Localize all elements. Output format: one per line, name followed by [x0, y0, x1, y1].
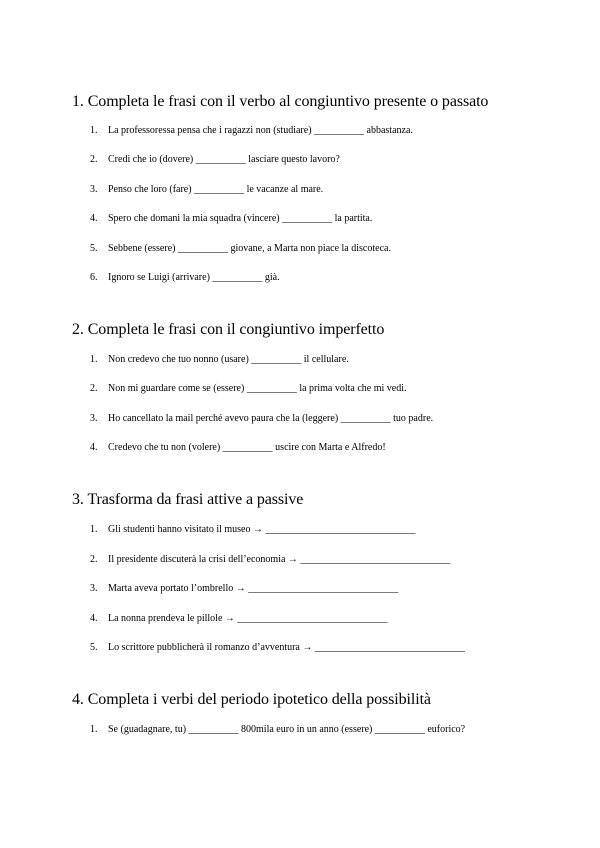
list-item: 2. Il presidente discuterà la crisi dell’economia → ______________________________ [90, 554, 451, 565]
list-item: 1. La professoressa pensa che i ragazzi non (studiare) __________ abbastanza. [90, 125, 413, 136]
list-item: 5. Sebbene (essere) __________ giovane, a Marta non piace la discoteca. [90, 243, 391, 254]
list-item: 4. Spero che domani la mia squadra (vincere) __________ la partita. [90, 213, 373, 224]
list-item: 2. Credi che io (dovere) __________ lasciare questo lavoro? [90, 154, 340, 165]
section-3-heading: 3. Trasforma da frasi attive a passive [72, 491, 304, 508]
section-4-heading: 4. Completa i verbi del periodo ipotetico della possibilità [72, 691, 431, 708]
list-item: 1. Non credevo che tuo nonno (usare) __________ il cellulare. [90, 354, 349, 365]
list-item: 4. Credevo che tu non (volere) __________ uscire con Marta e Alfredo! [90, 442, 386, 453]
section-1-heading: 1. Completa le frasi con il verbo al congiuntivo presente o passato [72, 93, 489, 110]
list-item: 3. Marta aveva portato l’ombrello → ______________________________ [90, 583, 399, 594]
list-item: 6. Ignoro se Luigi (arrivare) __________ già. [90, 272, 280, 283]
list-item: 4. La nonna prendeva le pillole → ______________________________ [90, 613, 388, 624]
list-item: 3. Penso che loro (fare) __________ le vacanze al mare. [90, 184, 324, 195]
list-item: 5. Lo scrittore pubblicherà il romanzo d’avventura → ______________________________ [90, 642, 465, 653]
list-item: 1. Gli studenti hanno visitato il museo → ______________________________ [90, 524, 416, 535]
section-2-heading: 2. Completa le frasi con il congiuntivo imperfetto [72, 321, 385, 338]
list-item: 3. Ho cancellato la mail perché avevo paura che la (leggere) __________ tuo padre. [90, 413, 434, 424]
list-item: 1. Se (guadagnare, tu) __________ 800mila euro in un anno (essere) __________ euforico? [90, 724, 466, 735]
list-item: 2. Non mi guardare come se (essere) __________ la prima volta che mi vedi. [90, 383, 407, 394]
